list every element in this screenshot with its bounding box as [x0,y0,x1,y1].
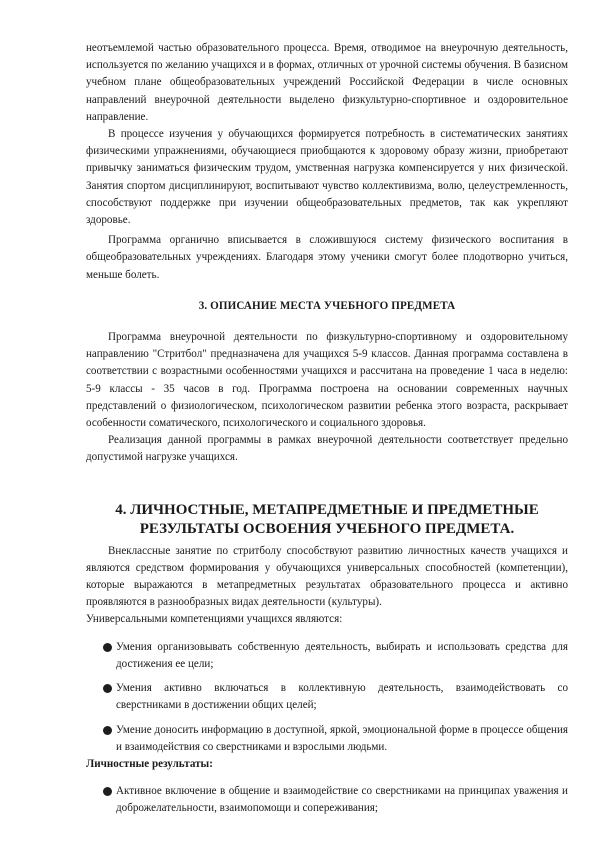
list-item [86,783,568,817]
section-4-heading [86,501,568,539]
section-3-paragraph-2: Реализация данной программы в рамках внеурочной деятельности соответствует предельно допустимой нагрузке учащихся. [86,434,568,464]
list-item-text: Умения активно включаться в коллективную деятельность, взаимодействовать со сверстниками в достижении общих целей; [116,682,568,712]
section-3-paragraph-1: Программа внеурочной деятельности по физкультурно-спортивному и оздоровительному направлению "Стритбол" предназначена для учащихся 5-9 классов. Данная программа составлена в соответствии с возрастными особенностями учащихся и рассчитана на проведение 1 часа в неделю: 5-9 классы - 35 часов в год. Программа построена на основании современных научных представлений о физиологическом, психологическом развитии ребенка этого возраста, раскрывает особенности соматического, психологического и социального здоровья. [86,331,568,430]
section-4-paragraph-1: Внеклассные занятие по стритболу способствуют развитию личностных качеств учащихся и являются средством формирования у обучающихся универсальных способностей (компетенции), которые выражаются в метапредметных результатах образовательного процесса и активно проявляются в разнообразных видах деятельности (культуры). [86,544,568,609]
section-4-heading-line-2: РЕЗУЛЬТАТЫ ОСВОЕНИЯ УЧЕБНОГО ПРЕДМЕТА. [139,520,515,537]
list-item [86,680,568,714]
intro-paragraph-1: неотъемлемой частью образовательного процесса. Время, отводимое на внеурочную деятельность, используется по желанию учащихся и в формах, отличных от урочной системы обучения. В базисном учебном плане общеобразовательных учреждений Российской Федерации в числе основных направлений внеурочной деятельности выделено физкультурно-спортивное и оздоровительное направление. [86,42,568,123]
section-4-heading-line-1: 4. ЛИЧНОСТНЫЕ, МЕТАПРЕДМЕТНЫЕ И ПРЕДМЕТНЫЕ [115,501,539,518]
list-item-text: Умение доносить информацию в доступной, яркой, эмоциональной форме в процессе общения и взаимодействия со сверстниками и взрослыми людьми. [116,723,568,753]
section-3-heading: 3. ОПИСАНИЕ МЕСТА УЧЕБНОГО ПРЕДМЕТА [198,299,456,312]
bullet-icon [103,787,112,796]
list-item [86,722,568,756]
list-item-text: Активное включение в общение и взаимодействие со сверстниками на принципах уважения и доброжелательности, взаимопомощи и сопереживания; [116,785,568,815]
bullet-icon [103,643,112,652]
bullet-icon [103,684,112,693]
list-item [86,639,568,673]
section-4-paragraph-2: Универсальными компетенциями учащихся являются: [86,613,343,626]
personal-results-list [86,783,568,817]
bullet-icon [103,726,112,735]
intro-paragraph-3: Программа органично вписывается в сложившуюся систему физического воспитания в общеобразовательных учреждениях. Благодаря этому ученики смогут более плодотворно учиться, меньше болеть. [86,234,568,281]
intro-paragraph-2: В процессе изучения у обучающихся формируется потребность в систематических занятиях физическими упражнениями, обучающиеся приобщаются к здоровому образу жизни, приобретают привычку заниматься физическим трудом, умственная нагрузка компенсируется у них физической. Занятия спортом дисциплинируют, воспитывают чувство коллективизма, волю, целеустремленность, способствуют поддержке при изучении общеобразовательных предметов, так как укрепляют здоровье. [86,128,568,227]
competencies-list [86,639,568,756]
list-item-text: Умения организовывать собственную деятельность, выбирать и использовать средства для достижения ее цели; [116,640,568,670]
document-page [86,40,568,818]
personal-results-heading: Личностные результаты: [86,757,213,770]
